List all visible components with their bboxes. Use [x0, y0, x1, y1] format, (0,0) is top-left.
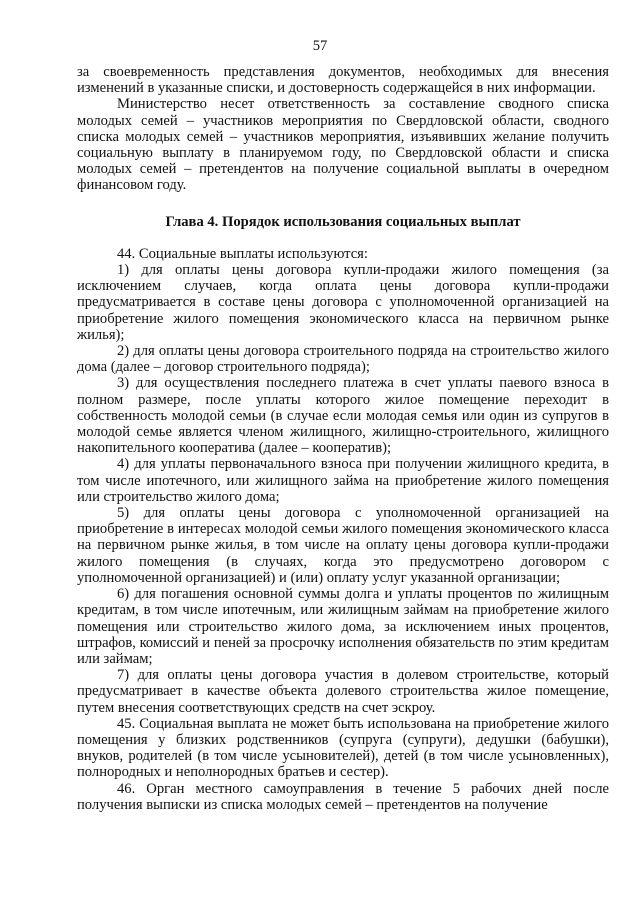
page-number: 57	[312, 38, 328, 54]
paragraph-46: 46. Орган местного самоуправления в течение 5 рабочих дней после получения выписки из списка молодых семей – претендентов на получение	[77, 780, 609, 813]
document-body	[77, 64, 609, 813]
list-item-2: 2) для оплаты цены договора строительного подряда на строительство жилого дома (далее – договор строительного подряда);	[77, 343, 609, 376]
paragraph-45: 45. Социальная выплата не может быть использована на приобретение жилого помещения у близких родственников (супруга (супруги), дедушки (бабушки), внуков, родителей (в том числе усыновителей), детей (в том числе усыновленных), полнородных и неполнородных братьев и сестер).	[77, 715, 609, 781]
list-item-7: 7) для оплаты цены договора участия в долевом строительстве, который предусматривает в качестве объекта долевого строительства жилое помещение, путем внесения соответствующих средств на счет эскроу.	[77, 667, 609, 716]
list-item-1: 1) для оплаты цены договора купли-продажи жилого помещения (за исключением случаев, когда оплата цены договора купли-продажи предусматривается в составе цены договора с уполномоченной организацией на приобретение жилого помещения экономического класса на первичном рынке жилья);	[77, 262, 609, 343]
list-item-6: 6) для погашения основной суммы долга и уплаты процентов по жилищным кредитам, в том числе ипотечным, или жилищным займам на приобретение жилого помещения или строительство жилого дома, за исключением иных процентов, штрафов, комиссий и пеней за просрочку исполнения обязательств по этим кредитам или займам;	[77, 586, 609, 667]
paragraph-44: 44. Социальные выплаты используются:	[117, 245, 368, 262]
list-item-5: 5) для оплаты цены договора с уполномоченной организацией на приобретение в интересах молодой семьи жилого помещения экономического класса на первичном рынке жилья, в том числе на оплату цены договора купли-продажи жилого помещения (в случаях, когда это предусмотрено договором с уполномоченной организацией) и (или) оплату услуг указанной организации;	[77, 505, 609, 586]
list-item-3: 3) для осуществления последнего платежа в счет уплаты паевого взноса в полном размере, после уплаты которого жилое помещение переходит в собственность молодой семьи (в случае если молодая семья или один из супругов в молодой семье является членом жилищного, жилищно-строительного, жилищного накопительного кооператива (далее – кооператив);	[77, 375, 609, 457]
paragraph-continuation: за своевременность представления документов, необходимых для внесения изменений в указанные списки, и достоверность содержащейся в них информации.	[77, 64, 609, 97]
list-item-4: 4) для уплаты первоначального взноса при получении жилищного кредита, в том числе ипотечного, или жилищного займа на приобретение жилого помещения или строительство жилого дома;	[77, 456, 609, 505]
paragraph-ministry-responsibility: Министерство несет ответственность за составление сводного списка молодых семей – участников мероприятия по Свердловской области, сводного списка молодых семей – участников мероприятия, изъявивших желание получить социальную выплату в планируемом году, по Свердловской области и списка молодых семей – претендентов на получение социальной выплаты в очередном финансовом году.	[77, 96, 609, 194]
chapter-heading: Глава 4. Порядок использования социальных выплат	[165, 213, 521, 230]
